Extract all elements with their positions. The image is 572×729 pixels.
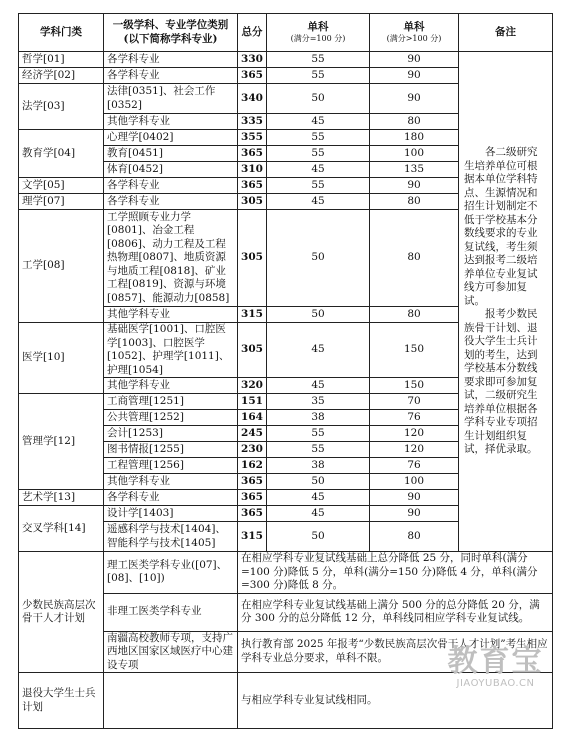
category-cell: 退役大学生士兵计划 [19, 673, 104, 729]
single-100-cell: 55 [267, 68, 370, 84]
single-100-cell: 45 [267, 114, 370, 130]
single-100-cell: 50 [267, 522, 370, 552]
subject-cell: 其他学科专业 [104, 307, 238, 323]
category-cell: 教育学[04] [19, 130, 104, 178]
policy-text-cell: 在相应学科专业复试线基础上满分 500 分的总分降低 20 分，满分 300 分的总分降低 12 分，单科线同相应学科专业复试线。 [238, 593, 553, 631]
single-100-cell: 55 [267, 426, 370, 442]
single-over-100-cell: 80 [370, 210, 459, 307]
policy-text-cell: 与相应学科专业复试线相同。 [238, 673, 553, 729]
category-cell: 少数民族高层次骨干人才计划 [19, 552, 104, 673]
total-score-cell: 365 [238, 178, 267, 194]
single-over-100-cell: 80 [370, 307, 459, 323]
total-score-cell: 245 [238, 426, 267, 442]
total-score-cell: 164 [238, 410, 267, 426]
total-score-cell: 320 [238, 378, 267, 394]
subject-cell: 工商管理[1251] [104, 394, 238, 410]
category-cell: 艺术学[13] [19, 490, 104, 506]
total-score-cell: 365 [238, 506, 267, 522]
single-100-cell: 55 [267, 52, 370, 68]
category-cell: 交叉学科[14] [19, 506, 104, 552]
total-score-cell: 355 [238, 130, 267, 146]
subject-cell: 各学科专业 [104, 194, 238, 210]
subject-cell: 各学科专业 [104, 490, 238, 506]
single-100-cell: 45 [267, 506, 370, 522]
single-100-cell: 50 [267, 307, 370, 323]
single-over-100-cell: 80 [370, 522, 459, 552]
single-over-100-cell: 80 [370, 114, 459, 130]
header-single-100: 单科 (满分=100 分) [267, 14, 370, 52]
header-subject: 一级学科、专业学位类别 (以下简称学科专业) [104, 14, 238, 52]
category-cell: 哲学[01] [19, 52, 104, 68]
single-over-100-cell: 150 [370, 378, 459, 394]
subject-cell [104, 673, 238, 729]
subject-cell: 其他学科专业 [104, 474, 238, 490]
subject-cell: 各学科专业 [104, 52, 238, 68]
subject-cell: 法律[0351]、社会工作[0352] [104, 84, 238, 114]
single-over-100-cell: 90 [370, 52, 459, 68]
total-score-cell: 365 [238, 474, 267, 490]
total-score-cell: 365 [238, 490, 267, 506]
single-100-cell: 55 [267, 178, 370, 194]
single-100-cell: 45 [267, 162, 370, 178]
header-remarks: 备注 [459, 14, 553, 52]
single-over-100-cell: 120 [370, 426, 459, 442]
single-100-cell: 35 [267, 394, 370, 410]
total-score-cell: 315 [238, 522, 267, 552]
subject-cell: 南疆高校教师专项，支持广西地区国家区域医疗中心建设专项 [104, 631, 238, 673]
header-row [19, 14, 553, 52]
category-cell: 法学[03] [19, 84, 104, 130]
single-over-100-cell: 150 [370, 323, 459, 378]
single-over-100-cell: 120 [370, 442, 459, 458]
total-score-cell: 151 [238, 394, 267, 410]
subject-cell: 公共管理[1252] [104, 410, 238, 426]
single-over-100-cell: 90 [370, 506, 459, 522]
policy-text-cell: 执行教育部 2025 年报考“少数民族高层次骨干人才计划”考生相应学科专业总分要求，单科不限。 [238, 631, 553, 673]
watermark-logo: 教育宝 JIAOYUBAO.CN [447, 644, 544, 689]
single-over-100-cell: 90 [370, 178, 459, 194]
single-100-cell: 55 [267, 442, 370, 458]
single-100-cell: 50 [267, 474, 370, 490]
single-over-100-cell: 90 [370, 84, 459, 114]
total-score-cell: 335 [238, 114, 267, 130]
total-score-cell: 230 [238, 442, 267, 458]
category-cell: 医学[10] [19, 323, 104, 394]
single-100-cell: 45 [267, 490, 370, 506]
table-row [19, 673, 553, 729]
total-score-cell: 305 [238, 194, 267, 210]
single-over-100-cell: 76 [370, 458, 459, 474]
single-100-cell: 45 [267, 194, 370, 210]
subject-cell: 其他学科专业 [104, 378, 238, 394]
category-cell: 理学[07] [19, 194, 104, 210]
subject-cell: 工程管理[1256] [104, 458, 238, 474]
single-100-cell: 50 [267, 84, 370, 114]
subject-cell: 各学科专业 [104, 68, 238, 84]
remarks-paragraph-1: 各二级研究生培养单位可根据本单位学科特点、生源情况和招生计划制定不低于学校基本分数线要求的专业复试线，考生须达到报考二级培养单位专业复试线方可参加复试。 [464, 146, 538, 307]
total-score-cell: 315 [238, 307, 267, 323]
single-100-cell: 38 [267, 458, 370, 474]
single-over-100-cell: 180 [370, 130, 459, 146]
total-score-cell: 162 [238, 458, 267, 474]
subject-cell: 体育[0452] [104, 162, 238, 178]
single-100-cell: 55 [267, 146, 370, 162]
single-100-cell: 45 [267, 378, 370, 394]
single-over-100-cell: 70 [370, 394, 459, 410]
single-over-100-cell: 135 [370, 162, 459, 178]
subject-cell: 非理工医类学科专业 [104, 593, 238, 631]
single-over-100-cell: 100 [370, 146, 459, 162]
table-row [19, 52, 553, 68]
subject-cell: 遥感科学与技术[1404]、智能科学与技术[1405] [104, 522, 238, 552]
single-over-100-cell: 90 [370, 68, 459, 84]
single-100-cell: 38 [267, 410, 370, 426]
subject-cell: 会计[1253] [104, 426, 238, 442]
header-category: 学科门类 [19, 14, 104, 52]
subject-cell: 基础医学[1001]、口腔医学[1003]、口腔医学[1052]、护理学[1011]、护理[1054] [104, 323, 238, 378]
remarks-cell [459, 52, 553, 552]
total-score-cell: 365 [238, 146, 267, 162]
remarks-paragraph-2: 报考少数民族骨干计划、退役大学生士兵计划的考生，达到学校基本分数线要求即可参加复试，二级研究生培养单位根据各学科专业专项招生计划组织复试，择优录取。 [464, 308, 538, 456]
subject-cell: 工学照顾专业力学[0801]、冶金工程[0806]、动力工程及工程热物理[0807]、地质资源与地质工程[0818]、矿业工程[0819]、资源与环境[0857]、能源动力[0858] [104, 210, 238, 307]
subject-cell: 设计学[1403] [104, 506, 238, 522]
category-cell: 工学[08] [19, 210, 104, 323]
score-table [18, 13, 553, 729]
subject-cell: 其他学科专业 [104, 114, 238, 130]
category-cell: 经济学[02] [19, 68, 104, 84]
total-score-cell: 365 [238, 68, 267, 84]
subject-cell: 教育[0451] [104, 146, 238, 162]
single-over-100-cell: 100 [370, 474, 459, 490]
single-100-cell: 50 [267, 210, 370, 307]
total-score-cell: 305 [238, 210, 267, 307]
category-cell: 文学[05] [19, 178, 104, 194]
single-over-100-cell: 90 [370, 490, 459, 506]
total-score-cell: 330 [238, 52, 267, 68]
total-score-cell: 305 [238, 323, 267, 378]
total-score-cell: 340 [238, 84, 267, 114]
single-100-cell: 45 [267, 323, 370, 378]
single-100-cell: 55 [267, 130, 370, 146]
single-over-100-cell: 80 [370, 194, 459, 210]
subject-cell: 图书情报[1255] [104, 442, 238, 458]
single-over-100-cell: 76 [370, 410, 459, 426]
subject-cell: 各学科专业 [104, 178, 238, 194]
policy-text-cell: 在相应学科专业复试线基础上总分降低 25 分，同时单科(满分=100 分)降低 5 分，单科(满分=150 分)降低 4 分，单科(满分=300 分)降低 8 分。 [238, 552, 553, 594]
subject-cell: 心理学[0402] [104, 130, 238, 146]
category-cell: 管理学[12] [19, 394, 104, 490]
subject-cell: 理工医类学科专业([07]、[08]、[10]) [104, 552, 238, 594]
table-row [19, 552, 553, 594]
total-score-cell: 310 [238, 162, 267, 178]
header-total: 总分 [238, 14, 267, 52]
header-single-over-100: 单科 (满分>100 分) [370, 14, 459, 52]
